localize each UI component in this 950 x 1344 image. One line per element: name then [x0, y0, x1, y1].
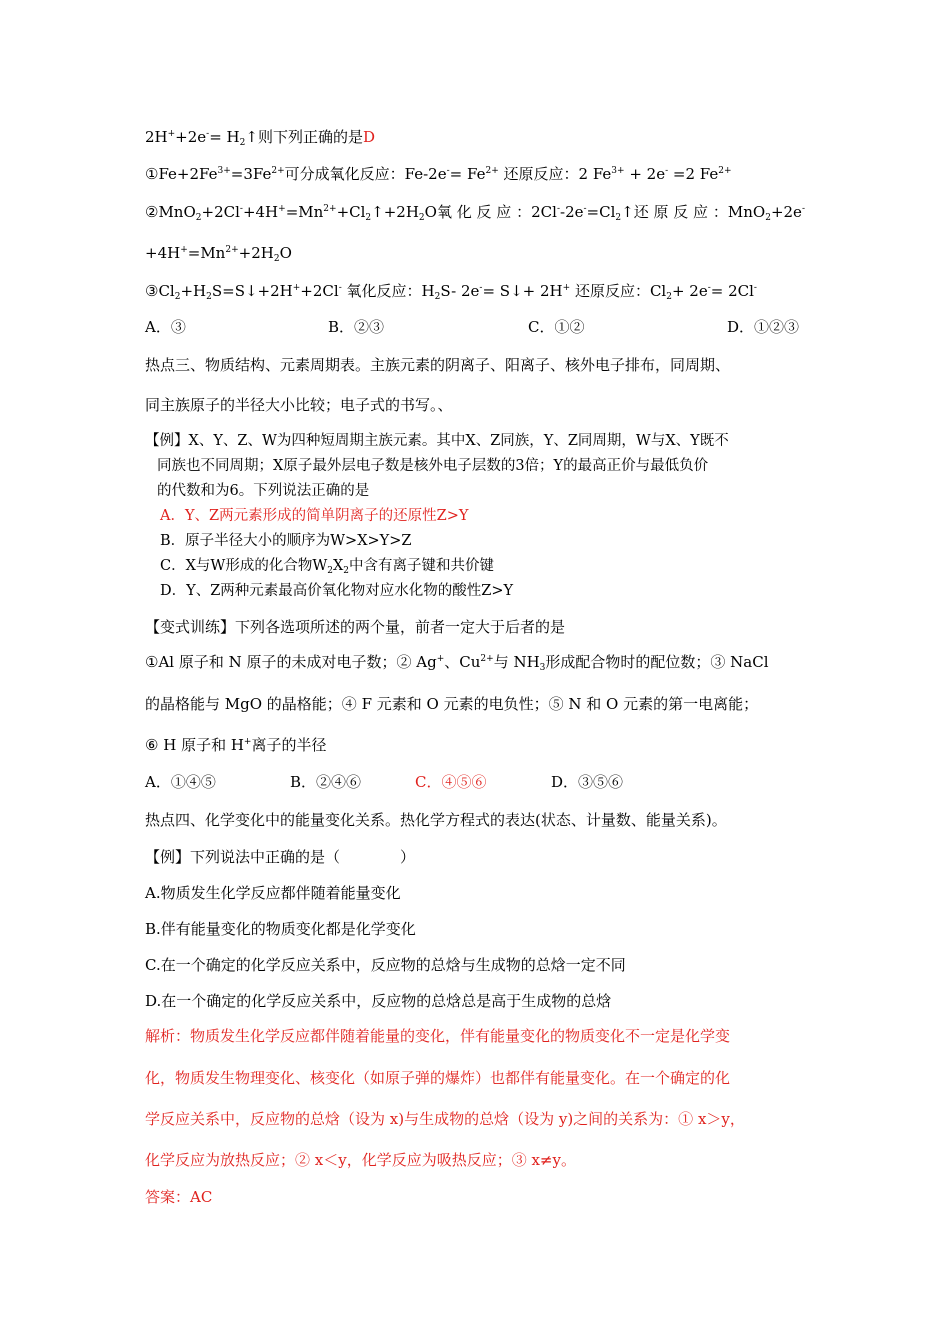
var1-line-3: ⑥ H 原子和 H+离子的半径	[145, 736, 327, 754]
hot3-line-2: 同主族原子的半径大小比较；电子式的书写。、	[145, 396, 453, 414]
ex2-analysis-4: 化学反应为放热反应；② x＜y，化学反应为吸热反应；③ x≠y。	[145, 1151, 576, 1169]
q1-item-3: $③Cl_2+H_2S=S↓+2H^++2Cl^-$ 氧化反应：$H_2S-$ 2e-= S↓+ 2H+ 还原反应：$Cl_2+ 2e^-= 2Cl^-$	[145, 282, 757, 302]
q1-option-b: B．②③	[328, 318, 385, 336]
ex1-option-a: A．Y、Z两元素形成的简单阴离子的还原性Z>Y	[160, 508, 469, 524]
ex1-line-1: 【例】X、Y、Z、W为四种短周期主族元素。其中X、Z同族，Y、Z同周期，W与X、Y既不	[145, 433, 729, 449]
ex2-option-c: C.在一个确定的化学反应关系中，反应物的总焓与生成物的总焓一定不同	[145, 956, 626, 974]
ex2-analysis-1: 解析：物质发生化学反应都伴随着能量的变化，伴有能量变化的物质变化不一定是化学变	[145, 1027, 731, 1045]
q1-option-d: D．①②③	[727, 318, 800, 336]
ex2-analysis-2: 化，物质发生物理变化、核变化（如原子弹的爆炸）也都伴有能量变化。在一个确定的化	[145, 1069, 731, 1087]
ex1-line-2: 同族也不同周期；X原子最外层电子数是核外电子层数的3倍；Y的最高正价与最低负价	[157, 458, 709, 474]
q1-answer: D	[362, 128, 375, 146]
var1-option-d: D．③⑤⑥	[551, 773, 624, 791]
var1-option-c: C．④⑤⑥	[415, 773, 487, 791]
ex2-option-b: B.伴有能量变化的物质变化都是化学变化	[145, 920, 416, 938]
q1-item-2-cont: $+4H^+=Mn^{2+}+2H_2O$	[145, 244, 292, 264]
var1-title: 【变式训练】下列各选项所述的两个量，前者一定大于后者的是	[145, 618, 566, 636]
ex1-line-3: 的代数和为6。下列说法正确的是	[157, 483, 370, 499]
hot4-line-1: 热点四、化学变化中的能量变化关系。热化学方程式的表达(状态、计量数、能量关系)。	[145, 811, 727, 829]
q1-item-1: $①Fe+2Fe^{3+}=3Fe^{2+}$可分成氧化反应：$Fe-2e^-= Fe^{2+}$ 还原反应：2 $Fe^{3+} + 2e^- =2$ $Fe^{2+}$	[145, 165, 732, 183]
ex2-option-d: D.在一个确定的化学反应关系中，反应物的总焓总是高于生成物的总焓	[145, 992, 612, 1010]
ex2-title: 【例】下列说法中正确的是（ ）	[145, 848, 416, 866]
var1-option-a: A．①④⑤	[145, 773, 216, 791]
var1-option-b: B．②④⑥	[290, 773, 362, 791]
q1-item-2: $②MnO_2+2Cl^-+4H^+=Mn^{2+}+Cl_2↑+2H_2O$ 氧 化 反 应 ： $2Cl^--2e^-=Cl_2↑$ 还 原 反 应 ： MnO$_2$+2e-	[145, 203, 805, 223]
ex1-option-d: D．Y、Z两种元素最高价氧化物对应水化物的酸性Z>Y	[160, 583, 514, 599]
q1-option-c: C．①②	[528, 318, 585, 336]
hot3-line-1: 热点三、物质结构、元素周期表。主族元素的阴离子、阳离子、核外电子排布，同周期、	[145, 356, 731, 374]
ex1-option-b: B．原子半径大小的顺序为W>X>Y>Z	[160, 533, 412, 549]
var1-line-2: 的晶格能与 MgO 的晶格能；④ F 元素和 O 元素的电负性；⑤ N 和 O 元素的第一电离能；	[145, 695, 759, 713]
ex1-option-c: C．X与W形成的化合物$W_2X_2$中含有离子键和共价键	[160, 558, 495, 576]
q1-stem: $2H^++2e^-= H_2↑$则下列正确的是D	[145, 128, 375, 148]
ex2-analysis-3: 学反应关系中，反应物的总焓（设为 x)与生成物的总焓（设为 y)之间的关系为：① x＞y，	[145, 1110, 745, 1128]
ex2-answer: 答案：AC	[145, 1188, 213, 1206]
ex2-option-a: A.物质发生化学反应都伴随着能量变化	[145, 884, 401, 902]
q1-option-a: A．③	[145, 318, 186, 336]
var1-line-1: ①Al 原子和 N 原子的未成对电子数；② Ag+、$Cu^{2+}$与 $NH_3$形成配合物时的配位数；③ NaCl	[145, 653, 769, 673]
